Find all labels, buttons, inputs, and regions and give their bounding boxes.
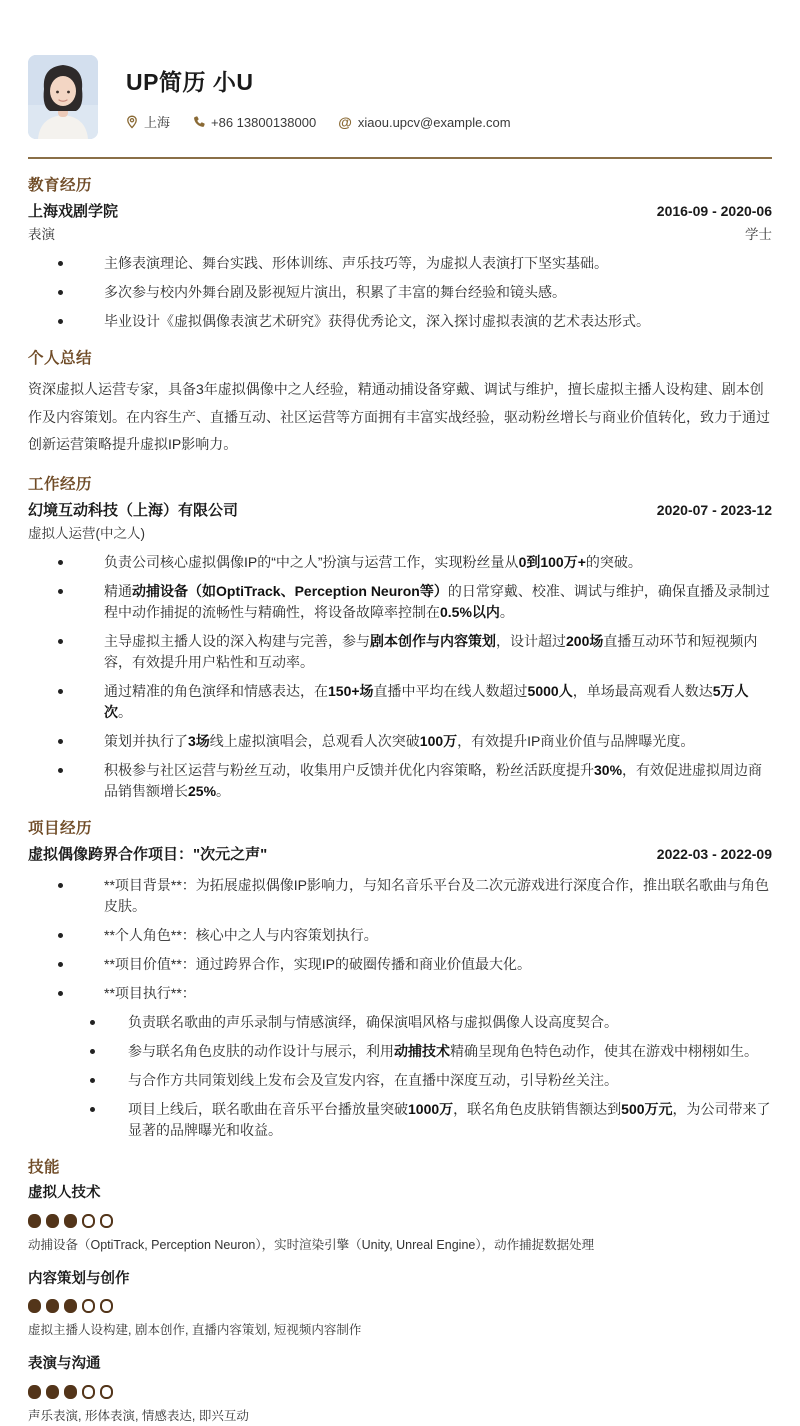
skill-dot-empty (100, 1299, 113, 1313)
skill-dot-filled (64, 1299, 77, 1313)
bullet-item: **个人角色**：核心中之人与内容策划执行。 (56, 925, 772, 946)
skill-name: 内容策划与创作 (28, 1270, 130, 1287)
skill-dot-empty (82, 1299, 95, 1313)
work-date: 2020-07 - 2023-12 (656, 502, 772, 519)
project-bullets (28, 875, 772, 1141)
education-title: 教育经历 (28, 177, 93, 194)
bullet-item: **项目价值**：通过跨界合作，实现IP的破圈传播和商业价值最大化。 (56, 954, 772, 975)
skill-dot-empty (82, 1385, 95, 1399)
bullet-item: 负责公司核心虚拟偶像IP的“中之人”扮演与运营工作，实现粉丝量从0到100万+的突破。 (56, 552, 772, 573)
resume-header (28, 55, 772, 139)
bullet-item (56, 983, 772, 1141)
skill-level-dots (28, 1385, 772, 1399)
summary-text: 资深虚拟人运营专家，具备3年虚拟偶像中之人经验，精通动捕设备穿戴、调试与维护，擅长虚拟主播人设构建、剧本创作及内容策划。在内容生产、直播互动、社区运营等方面拥有丰富实战经验，驱动粉丝增长与商业价值转化，致力于通过创新运营策略提升虚拟IP影响力。 (28, 381, 770, 452)
candidate-name: UP简历 小U (126, 69, 254, 95)
project-title: 项目经历 (28, 820, 93, 838)
sub-bullet-item: 负责联名歌曲的声乐录制与情感演绎，确保演唱风格与虚拟偶像人设高度契合。 (88, 1012, 772, 1033)
skill-item (28, 1183, 772, 1255)
skill-level-dots (28, 1299, 772, 1313)
skills-title: 技能 (28, 1158, 61, 1176)
summary-title: 个人总结 (28, 350, 93, 367)
section-education (28, 174, 772, 332)
skill-item (28, 1269, 772, 1341)
bullet-item: 积极参与社区运营与粉丝互动，收集用户反馈并优化内容策略，粉丝活跃度提升30%，有效促进虚拟周边商品销售额增长25%。 (56, 760, 772, 802)
skill-level-dots (28, 1214, 772, 1228)
company-name: 幻境互动科技（上海）有限公司 (28, 502, 239, 520)
work-role-row (28, 524, 772, 544)
major-name: 表演 (28, 226, 55, 242)
header-info (126, 55, 511, 132)
skill-desc: 声乐表演, 形体表演, 情感表达, 即兴互动 (28, 1408, 249, 1423)
education-date: 2016-09 - 2020-06 (656, 203, 772, 220)
phone-text: +86 13800138000 (211, 114, 317, 130)
email-text: xiaou.upcv@example.com (357, 114, 511, 130)
skill-desc: 动捕设备（OptiTrack, Perception Neuron），实时渲染引擎（Unity, Unreal Engine），动作捕捉数据处理 (28, 1237, 595, 1252)
school-name: 上海戏剧学院 (28, 203, 119, 221)
email-at-icon: @ (338, 114, 352, 131)
bullet-text: **项目执行**： (104, 984, 196, 1001)
skill-dot-filled (64, 1385, 77, 1399)
section-project (28, 817, 772, 1141)
location-pin-icon (126, 115, 138, 129)
education-bullets (28, 253, 772, 332)
skill-dot-filled (46, 1214, 59, 1228)
bullet-item: 主导虚拟主播人设的深入构建与完善，参与剧本创作与内容策划，设计超过200场直播互动环节和短视频内容，有效提升用户粘性和互动率。 (56, 631, 772, 673)
contact-email (338, 113, 510, 133)
bullet-item: 策划并执行了3场线上虚拟演唱会，总观看人次突破100万，有效提升IP商业价值与品牌曝光度。 (56, 731, 772, 752)
sub-bullet-item: 与合作方共同策划线上发布会及宣发内容，在直播中深度互动，引导粉丝关注。 (88, 1070, 772, 1091)
role-name: 虚拟人运营(中之人) (28, 525, 145, 541)
project-sub-bullets (88, 1012, 772, 1141)
profile-photo (28, 55, 98, 139)
section-summary (28, 347, 772, 458)
bullet-item: 多次参与校内外舞台剧及影视短片演出，积累了丰富的舞台经验和镜头感。 (56, 282, 772, 303)
contact-phone (192, 113, 316, 133)
skill-dot-filled (46, 1385, 59, 1399)
section-work (28, 473, 772, 802)
section-skills (28, 1156, 772, 1426)
skill-dot-filled (28, 1385, 41, 1399)
skill-dot-filled (64, 1214, 77, 1228)
bullet-item: **项目背景**：为拓展虚拟偶像IP影响力，与知名音乐平台及二次元游戏进行深度合作，推出联名歌曲与角色皮肤。 (56, 875, 772, 917)
profile-photo-image (28, 55, 98, 139)
phone-icon (192, 116, 205, 129)
skill-name: 表演与沟通 (28, 1356, 101, 1373)
project-date: 2022-03 - 2022-09 (656, 846, 772, 863)
bullet-item: 精通动捕设备（如OptiTrack、Perception Neuron等）的日常穿戴、校准、调试与维护，确保直播及录制过程中动作捕捉的流畅性与精确性，将设备故障率控制在0.5%以内。 (56, 581, 772, 623)
project-name-row (28, 844, 772, 867)
skill-item (28, 1354, 772, 1426)
degree-name: 学士 (745, 226, 772, 242)
skill-dot-filled (28, 1214, 41, 1228)
work-bullets (28, 552, 772, 802)
bullet-item: 主修表演理论、舞台实践、形体训练、声乐技巧等，为虚拟人表演打下坚实基础。 (56, 253, 772, 274)
header-divider (28, 157, 772, 159)
skill-dot-empty (82, 1214, 95, 1228)
sub-bullet-item: 项目上线后，联名歌曲在音乐平台播放量突破1000万，联名角色皮肤销售额达到500万元，为公司带来了显著的品牌曝光和收益。 (88, 1099, 772, 1141)
location-text: 上海 (144, 114, 171, 130)
skill-dot-filled (28, 1299, 41, 1313)
skill-dot-empty (100, 1385, 113, 1399)
skill-desc: 虚拟主播人设构建, 剧本创作, 直播内容策划, 短视频内容制作 (28, 1323, 362, 1338)
education-major-row (28, 225, 772, 245)
work-title: 工作经历 (28, 476, 93, 494)
bullet-item: 毕业设计《虚拟偶像表演艺术研究》获得优秀论文，深入探讨虚拟表演的艺术表达形式。 (56, 311, 772, 332)
work-company-row (28, 500, 772, 523)
skill-dot-filled (46, 1299, 59, 1313)
sub-bullet-item: 参与联名角色皮肤的动作设计与展示，利用动捕技术精确呈现角色特色动作，使其在游戏中栩栩如生。 (88, 1041, 772, 1062)
contact-location (126, 113, 170, 133)
skill-name: 虚拟人技术 (28, 1185, 101, 1202)
education-school-row (28, 201, 772, 224)
project-name: 虚拟偶像跨界合作项目："次元之声" (28, 846, 268, 864)
skill-dot-empty (100, 1214, 113, 1228)
contact-row (126, 113, 511, 133)
bullet-item: 通过精准的角色演绎和情感表达，在150+场直播中平均在线人数超过5000人，单场最高观看人数达5万人次。 (56, 681, 772, 723)
